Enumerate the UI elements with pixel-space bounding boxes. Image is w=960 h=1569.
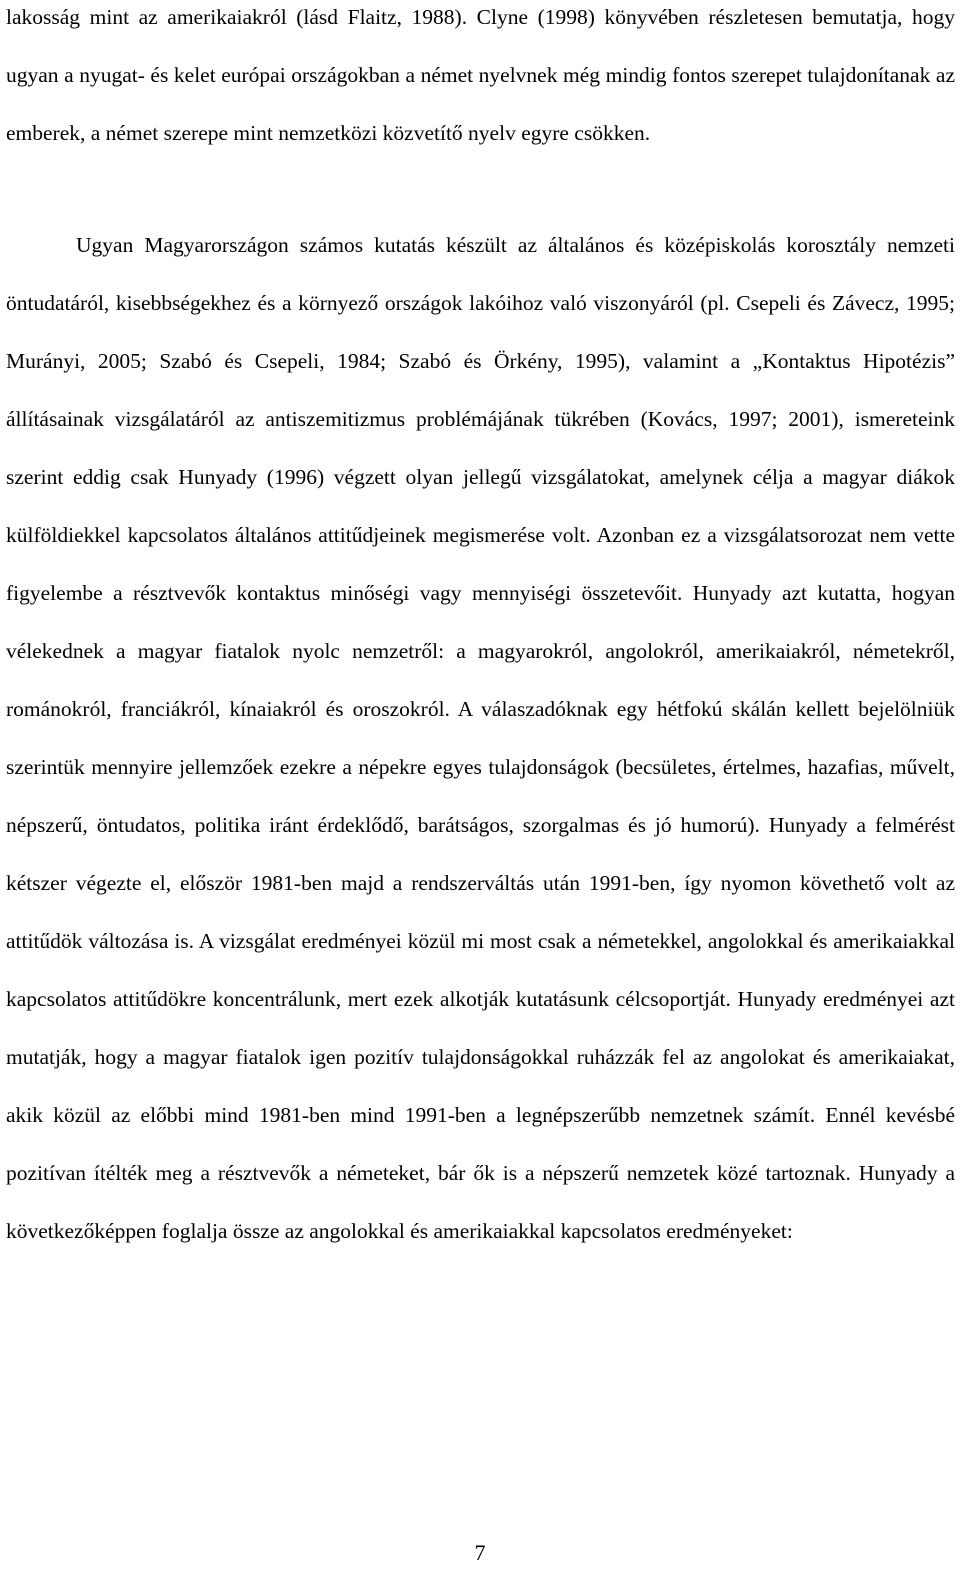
body-paragraph-2: Ugyan Magyarországon számos kutatás készült az általános és középiskolás korosztály nemzeti öntudatáról, kisebbségekhez és a környező országok lakóihoz való viszonyáról (pl. Csepeli és Závecz, 1995; Murányi, 2005; Szabó és Csepeli, 1984; Szabó és Örkény, 1995), valamint a „Kontaktus Hipotézis” állításainak vizsgálatáról az antiszemitizmus problémájának tükrében (Kovács, 1997; 2001), ismereteink szerint eddig csak Hunyady (1996) végzett olyan jellegű vizsgálatokat, amelynek célja a magyar diákok külföldiekkel kapcsolatos általános attitűdjeinek megismerése volt. Azonban ez a vizsgálatsorozat nem vette figyelembe a résztvevők kontaktus minőségi vagy mennyiségi összetevőit. Hunyady azt kutatta, hogyan vélekednek a magyar fiatalok nyolc nemzetről: a magyarokról, angolokról, amerikaiakról, németekről, románokról, franciákról, kínaiakról és oroszokról. A válaszadóknak egy hétfokú skálán kellett bejelölniük szerintük mennyire jellemzőek ezekre a népekre egyes tulajdonságok (becsületes, értelmes, hazafias, művelt, népszerű, öntudatos, politika iránt érdeklődő, barátságos, szorgalmas és jó humorú). Hunyady a felmérést kétszer végezte el, először 1981-ben majd a rendszerváltás után 1991-ben, így nyomon követhető volt az attitűdök változása is. A vizsgálat eredményei közül mi most csak a németekkel, angolokkal és amerikaiakkal kapcsolatos attitűdökre koncentrálunk, mert ezek alkotják kutatásunk célcsoportját. Hunyady eredményei azt mutatják, hogy a magyar fiatalok igen pozitív tulajdonságokkal ruházzák fel az angolokat és amerikaiakat, akik közül az előbbi mind 1981-ben mind 1991-ben a legnépszerűbb nemzetnek számít. Ennél kevésbé pozitívan ítélték meg a résztvevők a németeket, bár ők is a népszerű nemzetek közé tartoznak. Hunyady a következőképpen foglalja össze az angolokkal és amerikaiakkal kapcsolatos eredményeket: (6, 233, 955, 1243)
body-paragraph-1: lakosság mint az amerikaiakról (lásd Flaitz, 1988). Clyne (1998) könyvében részletesen bemutatja, hogy ugyan a nyugat- és kelet európai országokban a német nyelvnek még mindig fontos szerepet tulajdonítanak az emberek, a német szerepe mint nemzetközi közvetítő nyelv egyre csökken. (6, 5, 955, 145)
page-number: 7 (474, 1540, 486, 1565)
